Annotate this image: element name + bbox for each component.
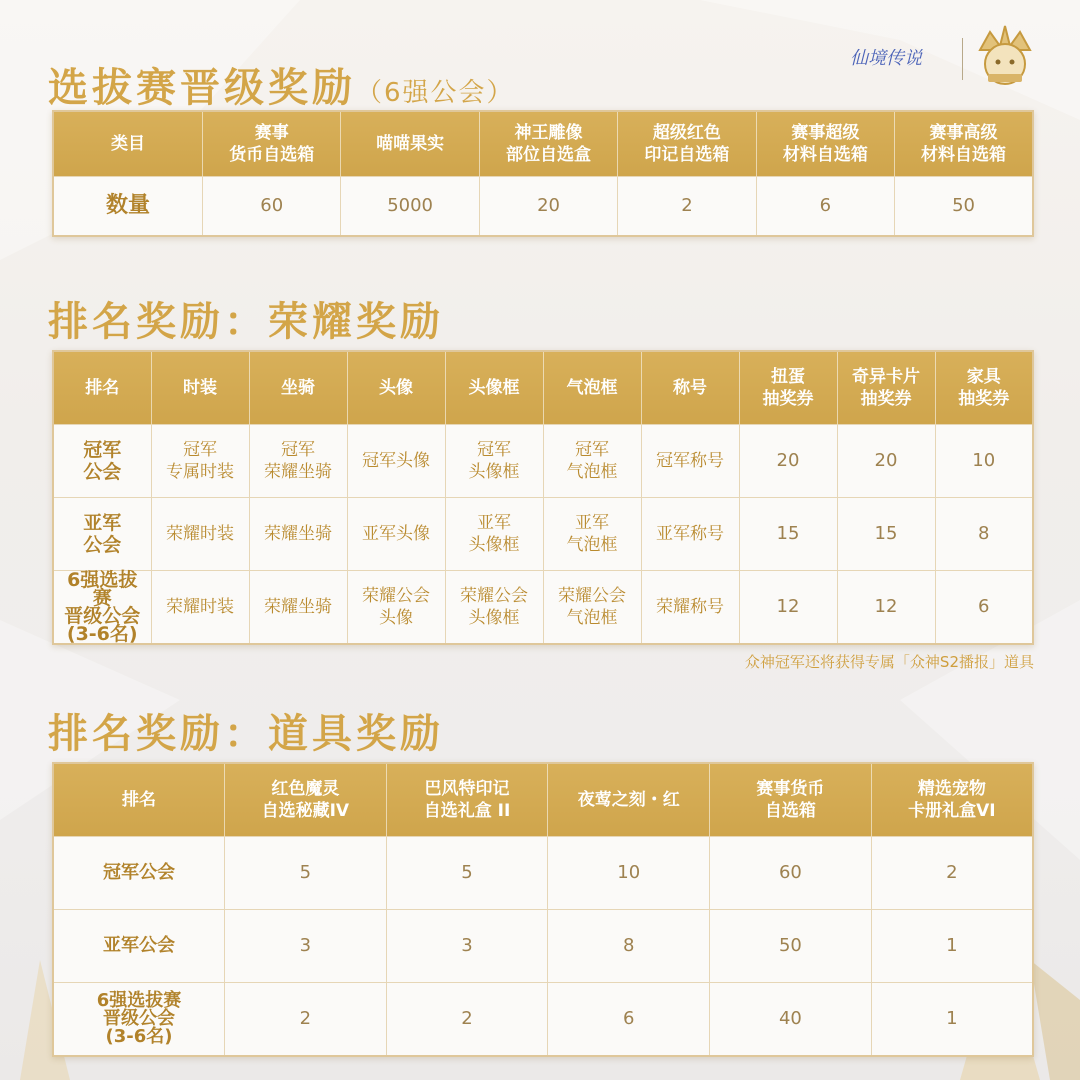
table-cell: 2 [871, 837, 1033, 910]
table-row [53, 177, 1033, 237]
table-cell: 荣耀公会 气泡框 [543, 571, 641, 645]
row-header: 亚军公会 [53, 910, 225, 983]
table-cell: 12 [739, 571, 837, 645]
logo-divider [962, 38, 963, 80]
table-row [53, 910, 1033, 983]
row-header: 数量 [53, 177, 203, 237]
table-cell: 冠军 气泡框 [543, 425, 641, 498]
table-cell: 15 [739, 498, 837, 571]
table-cell: 1 [871, 983, 1033, 1057]
column-header: 头像 [347, 351, 445, 425]
logo-text: 仙境传说 [850, 48, 922, 69]
table-cell: 20 [479, 177, 617, 237]
table-cell: 荣耀称号 [641, 571, 739, 645]
table-cell: 6 [756, 177, 894, 237]
section-title-items: 排名奖励：道具奖励 [48, 711, 444, 757]
table-row [53, 837, 1033, 910]
table-cell: 50 [895, 177, 1033, 237]
column-header: 坐骑 [249, 351, 347, 425]
table-cell: 20 [739, 425, 837, 498]
table-cell: 2 [386, 983, 548, 1057]
column-header: 时装 [151, 351, 249, 425]
table-cell: 荣耀坐骑 [249, 571, 347, 645]
table-cell: 50 [710, 910, 872, 983]
row-header: 冠军公会 [53, 837, 225, 910]
table-cell: 6 [548, 983, 710, 1057]
section-title-glory: 排名奖励：荣耀奖励 [48, 299, 444, 345]
table-cell: 冠军 荣耀坐骑 [249, 425, 347, 498]
column-header: 排名 [53, 351, 151, 425]
column-header: 红色魔灵 自选秘藏IV [225, 763, 387, 837]
table-cell: 8 [935, 498, 1033, 571]
table-cell: 亚军称号 [641, 498, 739, 571]
table-cell: 20 [837, 425, 935, 498]
column-header: 头像框 [445, 351, 543, 425]
table-row [53, 498, 1033, 571]
table-cell: 6 [935, 571, 1033, 645]
table-cell: 2 [618, 177, 756, 237]
row-header: 6强选拔赛 晋级公会 (3-6名) [53, 571, 151, 645]
row-header: 亚军 公会 [53, 498, 151, 571]
promotion-reward-table [52, 110, 1034, 237]
column-header: 奇异卡片 抽奖券 [837, 351, 935, 425]
game-logo [850, 20, 1040, 90]
column-header: 巴风特印记 自选礼盒 II [386, 763, 548, 837]
column-header: 扭蛋 抽奖券 [739, 351, 837, 425]
table-cell: 5000 [341, 177, 479, 237]
table-cell: 荣耀时装 [151, 571, 249, 645]
table-cell: 冠军头像 [347, 425, 445, 498]
column-header: 赛事高级 材料自选箱 [895, 111, 1033, 177]
item-reward-table [52, 762, 1034, 1057]
table-header-row [53, 111, 1033, 177]
column-header: 超级红色 印记自选箱 [618, 111, 756, 177]
column-header: 神王雕像 部位自选盒 [479, 111, 617, 177]
table-row [53, 983, 1033, 1057]
table-row [53, 571, 1033, 645]
table-cell: 5 [225, 837, 387, 910]
column-header: 精选宠物 卡册礼盒VI [871, 763, 1033, 837]
table-cell: 冠军称号 [641, 425, 739, 498]
column-header: 赛事超级 材料自选箱 [756, 111, 894, 177]
column-header: 喵喵果实 [341, 111, 479, 177]
glory-reward-table [52, 350, 1034, 645]
table-cell: 冠军 专属时装 [151, 425, 249, 498]
table-cell: 15 [837, 498, 935, 571]
table-cell: 亚军 气泡框 [543, 498, 641, 571]
table-cell: 荣耀坐骑 [249, 498, 347, 571]
table-cell: 8 [548, 910, 710, 983]
table-cell: 荣耀公会 头像 [347, 571, 445, 645]
table-cell: 冠军 头像框 [445, 425, 543, 498]
table-cell: 亚军头像 [347, 498, 445, 571]
table-header-row [53, 763, 1033, 837]
table-cell: 60 [710, 837, 872, 910]
crown-badge-icon [970, 20, 1040, 90]
section-title-promotion: 选拔赛晋级奖励（6强公会） [48, 65, 515, 111]
table-cell: 3 [225, 910, 387, 983]
table-cell: 12 [837, 571, 935, 645]
table-cell: 10 [935, 425, 1033, 498]
table-cell: 2 [225, 983, 387, 1057]
table-cell: 3 [386, 910, 548, 983]
column-header: 赛事货币 自选箱 [710, 763, 872, 837]
column-header: 气泡框 [543, 351, 641, 425]
column-header: 称号 [641, 351, 739, 425]
table-header-row [53, 351, 1033, 425]
row-header: 冠军 公会 [53, 425, 151, 498]
column-header: 类目 [53, 111, 203, 177]
footnote: 众神冠军还将获得专属「众神S2播报」道具 [744, 653, 1034, 671]
table-cell: 5 [386, 837, 548, 910]
table-cell: 荣耀时装 [151, 498, 249, 571]
column-header: 赛事 货币自选箱 [203, 111, 341, 177]
table-row [53, 425, 1033, 498]
table-cell: 40 [710, 983, 872, 1057]
table-cell: 60 [203, 177, 341, 237]
column-header: 家具 抽奖券 [935, 351, 1033, 425]
table-cell: 亚军 头像框 [445, 498, 543, 571]
row-header: 6强选拔赛 晋级公会 (3-6名) [53, 983, 225, 1057]
table-cell: 荣耀公会 头像框 [445, 571, 543, 645]
table-cell: 10 [548, 837, 710, 910]
column-header: 排名 [53, 763, 225, 837]
column-header: 夜莺之刻・红 [548, 763, 710, 837]
table-cell: 1 [871, 910, 1033, 983]
